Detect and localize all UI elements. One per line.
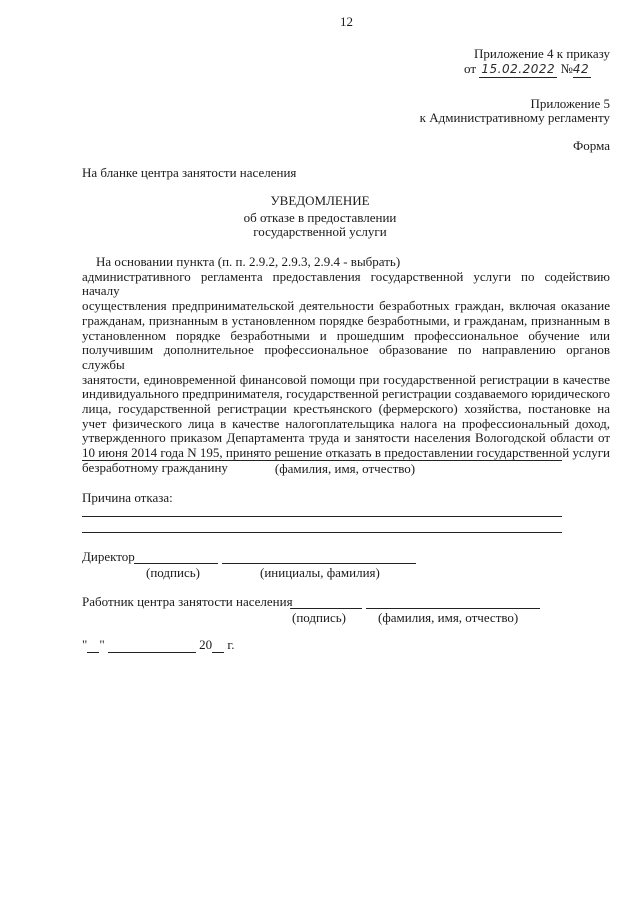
director-signature-line: [134, 563, 218, 564]
body-line: 10 июня 2014 года N 195, принято решение отказать в предоставлении государственной услуги: [82, 445, 610, 461]
body-line: занятости, единовременной финансовой помощи при государственной регистрации в качестве: [82, 371, 610, 387]
reason-label: Причина отказа:: [82, 490, 173, 505]
body-line: административного регламента предоставления государственной услуги по содействию началу: [82, 268, 610, 299]
worker-signature-line: [290, 608, 362, 609]
body-line: установленном порядке безработными и прошедшим профессиональное обучение или: [82, 327, 610, 343]
notice-body: [82, 255, 610, 476]
body-line: получившим дополнительное профессиональное образование по направлению органов службы: [82, 342, 610, 372]
form-label: Форма: [573, 138, 610, 153]
date-quote-close: ": [99, 637, 105, 652]
body-line: осуществления предпринимательской деятельности безработных граждан, включая оказание: [82, 298, 610, 314]
body-line: гражданам, признанным в установленном порядке безработными, и гражданам, признанным в: [82, 312, 610, 328]
director-name-line: [222, 563, 416, 564]
document-title: УВЕДОМЛЕНИЕ: [270, 193, 370, 208]
worker-sign-caption: (подпись): [292, 610, 346, 625]
appendix4-number: 42: [572, 62, 590, 76]
body-line: лица, государственной регистрации крестьянского (фермерского) хозяйства, постановке на: [82, 401, 610, 417]
body-line: индивидуального предпринимателя, государственной регистрации создаваемого юридического: [82, 386, 610, 402]
worker-label: Работник центра занятости населения: [82, 594, 293, 609]
appendix4-prefix: от: [464, 61, 477, 76]
date-year-blank: [212, 637, 224, 653]
date-month-blank: [108, 637, 196, 653]
worker-name-caption: (фамилия, имя, отчество): [378, 610, 519, 625]
body-line: безработному гражданину: [82, 459, 228, 475]
date-quote-open: ": [82, 637, 88, 652]
appendix4-date-line: [464, 61, 591, 78]
appendix4-date: 15.02.2022: [479, 62, 557, 78]
director-label: Директор: [82, 549, 135, 564]
worker-name-line: [366, 608, 540, 609]
letterhead-note: На бланке центра занятости населения: [82, 165, 297, 180]
body-line: На основании пункта (п. п. 2.9.2, 2.9.3, 2.9.4 - выбрать): [96, 254, 401, 269]
appendix4-number-sign: №: [560, 61, 573, 76]
date-line: [82, 637, 235, 653]
director-sign-caption: (подпись): [146, 565, 200, 580]
document-subtitle-1: об отказе в предоставлении: [243, 210, 397, 225]
date-year-prefix: 20: [199, 637, 213, 652]
date-year-suffix: г.: [227, 637, 235, 652]
appendix5-subtitle: к Административному регламенту: [419, 110, 610, 125]
page-number: 12: [340, 14, 353, 29]
reason-blank-line-1: [82, 516, 562, 517]
body-line: учет физического лица в качестве налогоплательщика налога на профессиональный доход,: [82, 415, 610, 431]
fio-caption: (фамилия, имя, отчество): [274, 461, 416, 476]
document-subtitle-2: государственной услуги: [253, 224, 387, 239]
reason-blank-line-2: [82, 532, 562, 533]
appendix4-title: Приложение 4 к приказу: [474, 46, 611, 61]
director-initials-caption: (инициалы, фамилия): [260, 565, 380, 580]
body-line: утвержденного приказом Департамента труда и занятости населения Вологодской области от: [82, 430, 610, 446]
appendix5-title: Приложение 5: [530, 96, 610, 111]
date-day-blank: [87, 637, 99, 653]
